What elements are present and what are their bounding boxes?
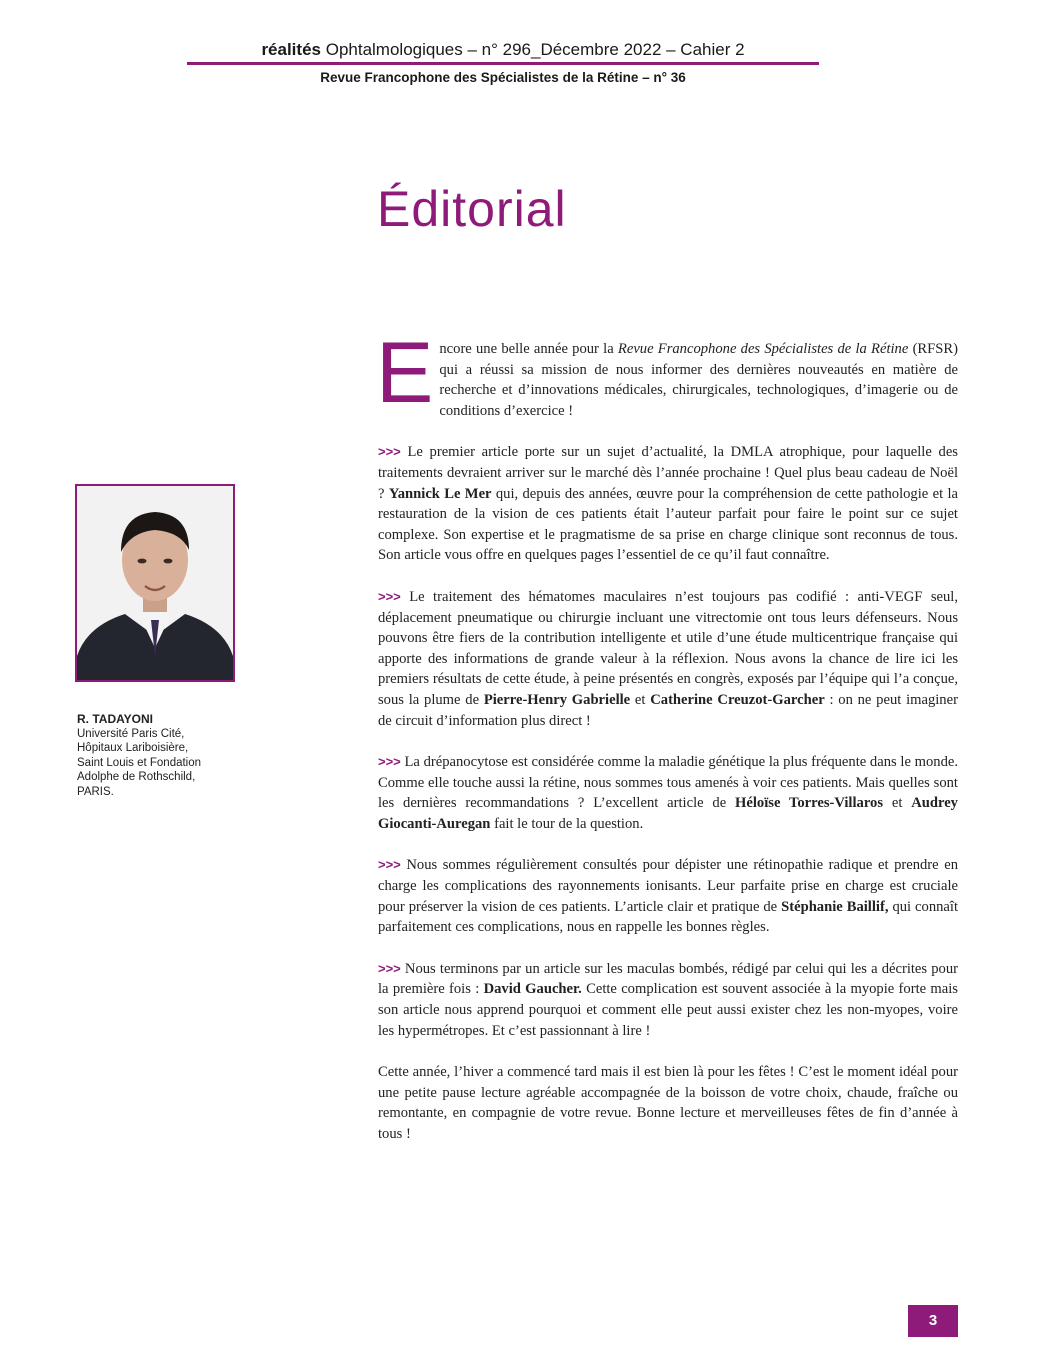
author-mention: Audrey Giocanti-Auregan [378, 795, 958, 832]
header-rule [187, 62, 819, 65]
paragraph-text: La drépanocytose est considérée comme la maladie génétique la plus fréquente dans le monde. Comme elle touche aussi la rétine, nous sommes tous amenés à voir ces patients. Mais quelles sont les dernières recommandations ? L’excellent article de [378, 754, 958, 812]
author-affiliation-line: Université Paris Cité, [77, 727, 185, 740]
paragraph-radiation-retinopathy [378, 855, 958, 937]
journal-issue: Ophtalmologiques – n° 296_Décembre 2022 – Cahier 2 [325, 40, 745, 59]
author-affiliation-line: Adolphe de Rothschild, [77, 771, 196, 784]
author-mention: Pierre-Henry Gabrielle [483, 691, 631, 708]
paragraph-dome-shaped-macula [378, 959, 958, 1041]
author-mention: Catherine Creuzot-Garcher [650, 691, 825, 708]
paragraph-text: Le premier article porte sur un sujet d’actualité, la DMLA atrophique, pour laquelle des traitements devraient arriver sur le marché dès l’année prochaine ! Quel plus beau cadeau de Noël ? [378, 444, 958, 502]
paragraph-atrophic-amd [378, 442, 958, 566]
paragraph-marker: >>> [378, 444, 401, 460]
paragraph-text: et [883, 795, 912, 812]
intro-text-end: (RFSR) qui a réussi sa mission de nous informer des dernières nouveautés en matière de recherche et d’innovations médicales, chirurgicales, technologiques, d’imagerie ou de conditions d’exercice ! [439, 341, 958, 419]
author-affiliation-line: Hôpitaux Lariboisière, [77, 742, 189, 755]
paragraph-marker: >>> [378, 588, 401, 604]
page-number: 3 [908, 1305, 958, 1337]
journal-header [187, 40, 819, 60]
paragraph-text: : on ne peut imaginer de circuit d’information plus direct ! [378, 691, 958, 729]
paragraph-text: Le traitement des hématomes maculaires n’est toujours pas codifié : anti-VEGF seul, déplacement pneumatique ou chirurgie incluant une vitrectomie ont tous leurs défenseurs. Nous pouvons être fiers de la contribution intelligente et utile d’une étude multicentrique française qui apporte des informations de grande valeur à la réflexion. Nous avons la chance de lire ici les premiers résultats de cette étude, à peine présentés en congrès, exposés par l’équipe qui l’a conçue, sous la plume de [378, 588, 958, 708]
journal-subtitle: Revue Francophone des Spécialistes de la Rétine – n° 36 [320, 70, 686, 85]
paragraph-text: Cette complication est souvent associée à la myopie forte mais son article nous apprend pourquoi et comment elle peut aussi exister chez les non-myopes, voire les hypermétropes. Et c’est passionnant à lire ! [378, 981, 958, 1039]
closing-paragraph: Cette année, l’hiver a commencé tard mais il est bien là pour les fêtes ! C’est le moment idéal pour une petite pause lecture agréable accompagnée de la boisson de votre choix, chaude, fraîche ou remontante, en compagnie de votre revue. Bonne lecture et merveilleuses fêtes de fin d’année à tous ! [378, 1064, 958, 1142]
paragraph-text: Nous terminons par un article sur les maculas bombés, rédigé par celui qui les a décrites pour la première fois : [378, 960, 958, 998]
journal-brand: réalités [261, 40, 321, 59]
author-block [77, 712, 242, 800]
author-name: R. TADAYONI [77, 712, 154, 726]
journal-name: Revue Francophone des Spécialistes de la Rétine [617, 341, 909, 357]
intro-paragraph [376, 325, 958, 421]
editorial-body [376, 325, 959, 1166]
author-affiliation-line: Saint Louis et Fondation [77, 756, 202, 769]
page-title: Éditorial [377, 181, 567, 237]
paragraph-marker: >>> [378, 857, 401, 873]
paragraph-marker: >>> [378, 754, 401, 770]
drop-cap: E [376, 325, 434, 421]
author-mention: Yannick Le Mer [388, 485, 492, 502]
paragraph-sickle-cell [378, 752, 958, 834]
paragraph-text: et [630, 691, 651, 708]
author-mention: Héloïse Torres-Villaros [735, 795, 884, 812]
intro-text: ncore une belle année pour la [439, 341, 618, 357]
paragraph-text: fait le tour de la question. [490, 815, 644, 832]
author-affiliation-line: PARIS. [77, 785, 114, 798]
paragraph-text: Nous sommes régulièrement consultés pour dépister une rétinopathie radique et prendre en charge les complications des rayonnements ionisants. Leur parfaite prise en charge est cruciale pour préserver la vision de ces patients. L’article clair et pratique de [378, 857, 958, 915]
paragraph-text: qui, depuis des années, œuvre pour la compréhension de cette pathologie et la restauration de la vision de ces patients était l’auteur parfait pour faire le point sur ce sujet complexe. Son expertise et le pragmatisme de sa prise en charge clinique sont reconnus de tous. Son article vous offre en quelques pages l’essentiel de ce qu’il faut connaître. [378, 485, 958, 564]
paragraph-marker: >>> [378, 960, 401, 976]
author-photo [75, 484, 235, 682]
paragraph-macular-hematoma [378, 587, 958, 731]
author-portrait-icon [77, 486, 233, 680]
author-mention: Stéphanie Baillif, [781, 898, 889, 915]
author-mention: David Gaucher. [483, 981, 582, 998]
paragraph-text: qui connaît parfaitement ces complications, nous en rappelle les bonnes règles. [378, 898, 959, 936]
